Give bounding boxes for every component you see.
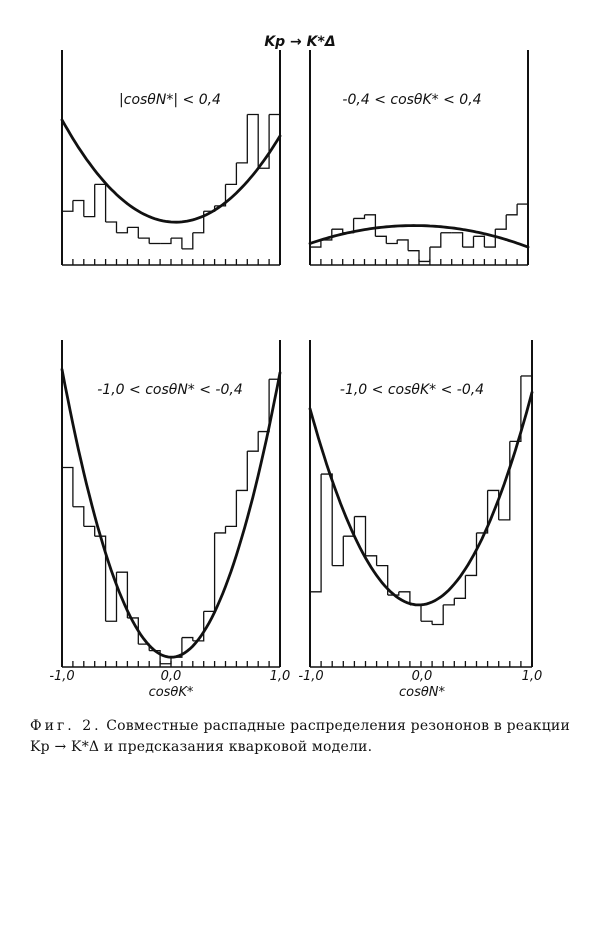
figure-title: Kp → K*Δ	[264, 34, 336, 50]
panel-0-hist-bin-15	[226, 163, 237, 185]
caption-figure-label: Фиг. 2.	[30, 718, 102, 734]
panel-3-condition: -1,0 < cosθK* < -0,4	[339, 382, 485, 398]
panel-3-model-curve	[310, 392, 532, 605]
panel-2-tick-label-mid: 0,0	[160, 669, 182, 684]
panel-0-condition: |cosθN*| < 0,4	[119, 92, 221, 108]
panel-2-hist-bin-2	[84, 526, 95, 536]
panel-0-hist-bin-6	[127, 227, 138, 238]
panel-3-hist-bin-12	[443, 598, 454, 605]
figure-caption	[30, 716, 570, 758]
panel-0-hist-bin-12	[193, 211, 204, 233]
panel-1-hist-bin-9	[408, 251, 419, 262]
panel-3-hist-bin-18	[510, 376, 521, 441]
panel-1-hist-bin-8	[397, 240, 408, 251]
panel-2-tick-label-right: 1,0	[269, 669, 291, 684]
panel-3-tick-label-right: 1,0	[521, 669, 543, 684]
panel-2-hist-bin-16	[236, 451, 247, 490]
panel-1-hist-bin-10	[419, 247, 430, 261]
panel-0-frame	[62, 50, 280, 265]
panel-0-hist-bin-10	[171, 238, 182, 249]
panel-0-hist-bin-9	[160, 238, 171, 243]
panel-2-hist-bin-13	[204, 533, 215, 611]
panel-0-hist-bin-11	[182, 233, 193, 249]
panel-2-xlabel: cosθK*	[148, 685, 194, 700]
panel-1-frame	[310, 50, 528, 265]
panel-3-xlabel: cosθN*	[398, 685, 446, 700]
panel-2-tick-label-left: -1,0	[49, 669, 75, 684]
panel-top-right	[310, 50, 528, 265]
panel-1-hist-bin-18	[506, 204, 517, 215]
panel-2-condition: -1,0 < cosθN* < -0,4	[97, 382, 243, 398]
panel-1-hist-bin-13	[452, 233, 463, 247]
panel-1-hist-bin-7	[386, 240, 397, 244]
panel-3-hist-bin-1	[321, 474, 332, 566]
panel-0-hist-bin-7	[138, 238, 149, 243]
panel-3-hist-bin-15	[477, 490, 488, 533]
panel-1-hist-bin-14	[463, 236, 474, 247]
panel-3-tick-label-left: -1,0	[298, 669, 324, 684]
panel-0-hist-bin-0	[62, 201, 73, 212]
panel-2-hist-bin-18	[258, 379, 269, 431]
panel-bottom-left	[49, 340, 290, 700]
panel-2-model-curve	[62, 369, 280, 657]
panel-3-hist-bin-11	[432, 605, 443, 625]
caption-text: Совместные распадные распределения резононов в реакции Kp → K*Δ и предсказания кварковой модели.	[30, 718, 570, 755]
panel-3-hist-bin-6	[377, 566, 388, 595]
panel-3-hist-bin-2	[332, 536, 343, 565]
panel-3-hist-bin-0	[310, 474, 321, 592]
panel-2-hist-bin-17	[247, 432, 258, 452]
panel-3-hist-bin-10	[421, 621, 432, 624]
panel-1-hist-bin-11	[430, 233, 441, 247]
panel-3-hist-bin-9	[410, 605, 421, 621]
panel-top-left	[62, 50, 280, 265]
panel-0-hist-bin-3	[95, 184, 106, 222]
panel-1-hist-bin-16	[484, 229, 495, 247]
panel-1-hist-bin-4	[354, 215, 365, 219]
panel-0-hist-bin-1	[73, 201, 84, 217]
panel-1-hist-bin-5	[365, 215, 376, 237]
panel-1-hist-bin-2	[332, 229, 343, 233]
panel-1-condition: -0,4 < cosθK* < 0,4	[342, 92, 482, 108]
panel-2-hist-bin-14	[215, 526, 226, 533]
panel-2-hist-bin-0	[62, 468, 73, 507]
panel-3-tick-label-mid: 0,0	[411, 669, 433, 684]
panel-0-hist-bin-17	[247, 115, 258, 169]
panel-1-hist-bin-17	[495, 215, 506, 229]
panel-2-hist-bin-15	[226, 490, 237, 526]
panel-0-hist-bin-5	[117, 227, 128, 232]
panel-2-hist-bin-1	[73, 507, 84, 527]
panel-0-hist-bin-16	[236, 115, 247, 163]
panel-1-hist-bin-15	[474, 236, 485, 247]
panel-0-hist-bin-2	[84, 184, 95, 216]
panel-0-hist-bin-4	[106, 222, 117, 233]
panel-1-hist-bin-6	[375, 236, 386, 243]
panel-bottom-right	[298, 340, 542, 700]
panel-2-hist-bin-11	[182, 638, 193, 641]
